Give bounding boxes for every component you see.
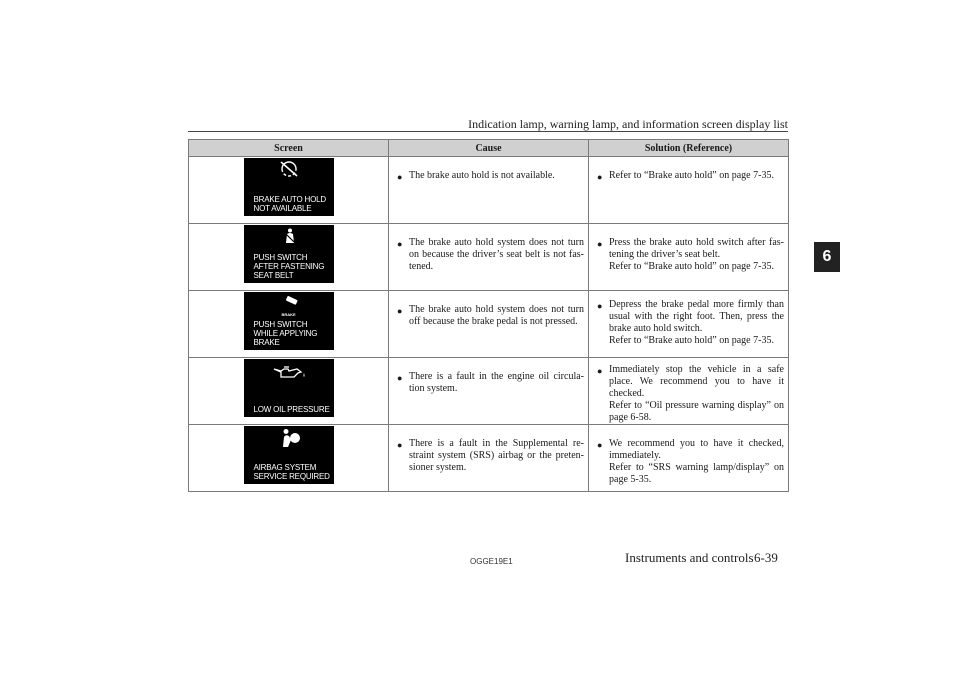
solution-reference: Refer to “Oil pressure warning display” on page 6-58. bbox=[609, 400, 784, 423]
solution-text: Depress the brake pedal more firmly than usual with the right foot. Then, press the brake auto hold switch. bbox=[609, 299, 784, 334]
bullet-icon: ● bbox=[397, 440, 403, 450]
solution-cell bbox=[589, 224, 789, 291]
solution-cell bbox=[589, 358, 789, 425]
table-row bbox=[189, 157, 789, 224]
cause-cell bbox=[389, 224, 589, 291]
table-row bbox=[189, 224, 789, 291]
table-row bbox=[189, 358, 789, 425]
cause-cell bbox=[389, 358, 589, 425]
table-row bbox=[189, 425, 789, 492]
screen-cell bbox=[189, 224, 389, 291]
bullet-icon: ● bbox=[597, 440, 603, 450]
bullet-icon: ● bbox=[597, 301, 603, 311]
table-row bbox=[189, 291, 789, 358]
screen-cell bbox=[189, 358, 389, 425]
solution-reference: Refer to “SRS warning lamp/display” on page 5-35. bbox=[609, 462, 784, 485]
oil-can-icon bbox=[272, 365, 308, 379]
header-rule bbox=[188, 131, 788, 132]
page-number: 6-39 bbox=[754, 550, 778, 565]
solution-text: We recommend you to have it checked, immediately. bbox=[609, 438, 784, 461]
info-display-screen bbox=[244, 292, 334, 350]
display-list-table bbox=[188, 139, 789, 492]
cause-text: The brake auto hold is not available. bbox=[409, 170, 555, 181]
solution-reference: Refer to “Brake auto hold” on page 7-35. bbox=[609, 261, 774, 272]
cause-text: The brake auto hold system does not turn off because the brake pedal is not pressed. bbox=[409, 304, 584, 327]
seatbelt-icon bbox=[283, 228, 297, 244]
brake-pedal-icon bbox=[284, 295, 300, 307]
display-message: AIRBAG SYSTEM SERVICE REQUIRED bbox=[253, 463, 330, 481]
info-display-screen bbox=[244, 225, 334, 283]
table-header-row bbox=[189, 140, 789, 157]
bullet-icon: ● bbox=[397, 172, 403, 182]
info-display-screen bbox=[244, 359, 334, 417]
bullet-icon: ● bbox=[397, 373, 403, 383]
cause-text: The brake auto hold system does not turn on because the driver’s seat belt is not fas-tened. bbox=[409, 237, 584, 272]
info-display-screen bbox=[244, 426, 334, 484]
solution-text: Immediately stop the vehicle in a safe place. We recommend you to have it checked. bbox=[609, 364, 784, 399]
column-header-cause: Cause bbox=[389, 140, 589, 157]
cause-text: There is a fault in the engine oil circula-tion system. bbox=[409, 371, 584, 394]
airbag-icon bbox=[280, 428, 302, 448]
hold-crossed-icon bbox=[278, 160, 300, 178]
footer-section-title: Instruments and controls bbox=[625, 550, 754, 565]
document-code: OGGE19E1 bbox=[470, 557, 513, 566]
display-message: LOW OIL PRESSURE bbox=[253, 405, 330, 414]
cause-cell bbox=[389, 291, 589, 358]
solution-cell bbox=[589, 157, 789, 224]
chapter-tab: 6 bbox=[814, 242, 840, 272]
display-message: PUSH SWITCH WHILE APPLYING BRAKE bbox=[253, 320, 318, 347]
cause-cell bbox=[389, 157, 589, 224]
solution-reference: Refer to “Brake auto hold” on page 7-35. bbox=[609, 335, 774, 346]
cause-text: There is a fault in the Supplemental re-straint system (SRS) airbag or the preten-sioner system. bbox=[409, 438, 584, 473]
brake-label: BRAKE bbox=[281, 312, 296, 317]
solution-text: Refer to “Brake auto hold” on page 7-35. bbox=[609, 170, 774, 181]
bullet-icon: ● bbox=[597, 239, 603, 249]
solution-text: Press the brake auto hold switch after fas-tening the driver’s seat belt. bbox=[609, 237, 784, 260]
column-header-solution: Solution (Reference) bbox=[589, 140, 789, 157]
column-header-screen: Screen bbox=[189, 140, 389, 157]
running-header: Indication lamp, warning lamp, and information screen display list bbox=[468, 117, 788, 131]
screen-cell bbox=[189, 425, 389, 492]
display-message: BRAKE AUTO HOLD NOT AVAILABLE bbox=[253, 195, 326, 213]
cause-cell bbox=[389, 425, 589, 492]
info-display-screen bbox=[244, 158, 334, 216]
screen-cell bbox=[189, 157, 389, 224]
bullet-icon: ● bbox=[597, 366, 603, 376]
solution-cell bbox=[589, 291, 789, 358]
solution-cell bbox=[589, 425, 789, 492]
bullet-icon: ● bbox=[597, 172, 603, 182]
bullet-icon: ● bbox=[397, 306, 403, 316]
bullet-icon: ● bbox=[397, 239, 403, 249]
display-message: PUSH SWITCH AFTER FASTENING SEAT BELT bbox=[253, 253, 325, 280]
screen-cell bbox=[189, 291, 389, 358]
